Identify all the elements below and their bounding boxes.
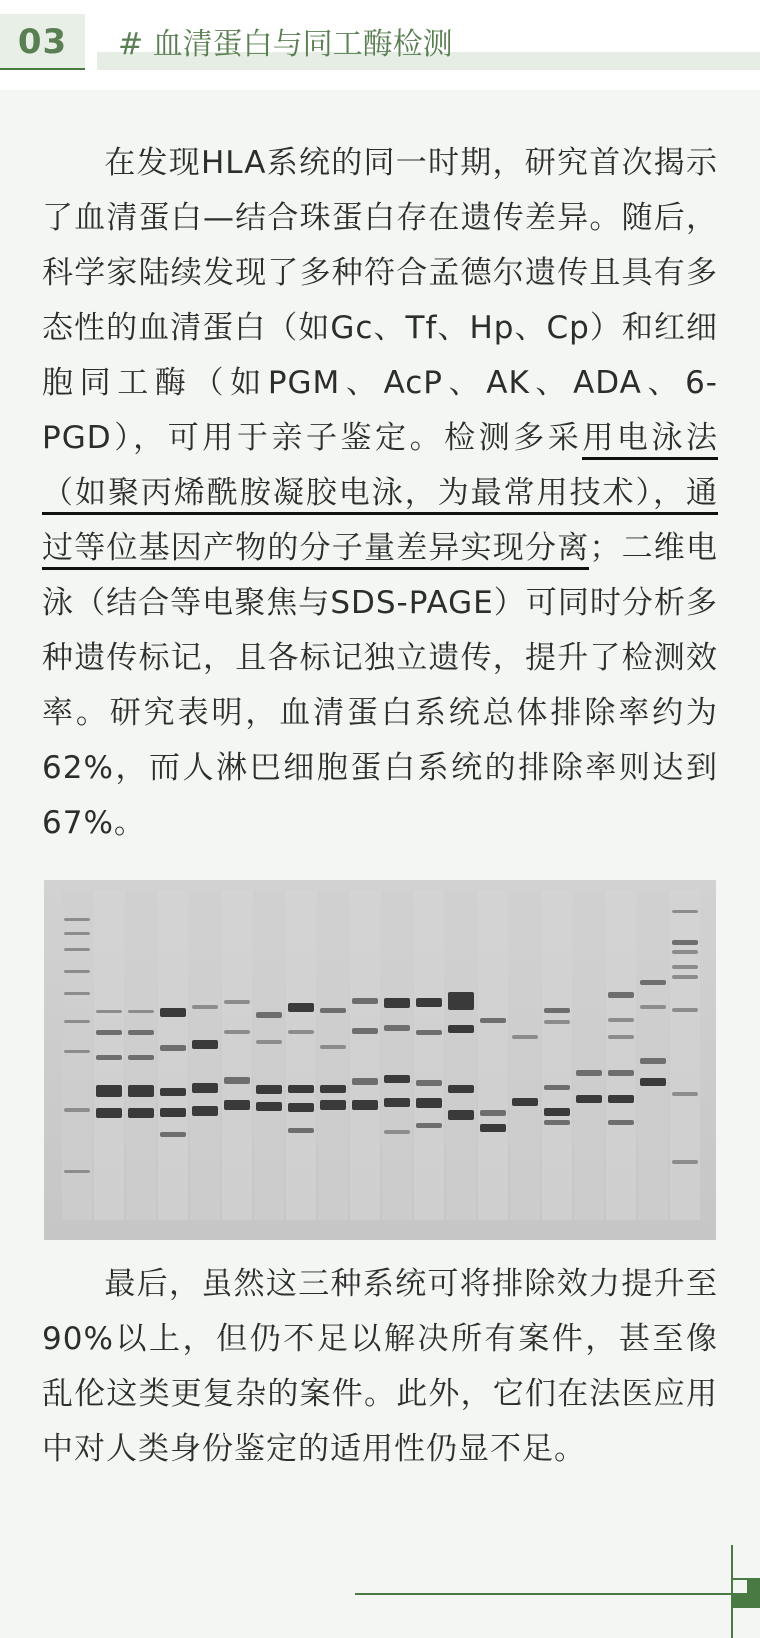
gel-band: [416, 1123, 442, 1128]
gel-band: [544, 1108, 570, 1116]
gel-band: [128, 1010, 154, 1013]
gel-lane: [510, 890, 540, 1220]
gel-lane: [158, 890, 188, 1220]
gel-band: [512, 1098, 538, 1106]
gel-band: [256, 1085, 282, 1094]
gel-band: [640, 1078, 666, 1086]
gel-band: [128, 1108, 154, 1118]
gel-band: [96, 1108, 122, 1118]
gel-band: [64, 1050, 90, 1053]
gel-band: [352, 1100, 378, 1110]
gel-band: [352, 1028, 378, 1034]
gel-band: [160, 1045, 186, 1051]
gel-band: [512, 1035, 538, 1039]
gel-lane: [670, 890, 700, 1220]
gel-band: [320, 1008, 346, 1013]
gel-lane: [446, 890, 476, 1220]
gel-band: [384, 1130, 410, 1134]
gel-band: [352, 1078, 378, 1085]
gel-band: [384, 998, 410, 1008]
gel-band: [192, 1040, 218, 1049]
gel-band: [288, 1128, 314, 1133]
gel-band: [384, 1075, 410, 1083]
gel-band: [192, 1083, 218, 1093]
section-number: 03: [0, 14, 85, 70]
section-header: [0, 0, 760, 90]
gel-band: [608, 1120, 634, 1125]
gel-band: [608, 992, 634, 998]
gel-lane: [222, 890, 252, 1220]
gel-band: [64, 970, 90, 973]
gel-band: [544, 1120, 570, 1125]
gel-band: [96, 1085, 122, 1097]
gel-band: [384, 1025, 410, 1031]
gel-band: [64, 1108, 90, 1112]
gel-band: [608, 1035, 634, 1039]
gel-band: [288, 1003, 314, 1012]
gel-lane: [254, 890, 284, 1220]
gel-band: [448, 1085, 474, 1093]
paragraph-1-text-end: ；二维电泳（结合等电聚焦与SDS-PAGE）可同时分析多种遗传标记，且各标记独立遗传，提升了检测效率。研究表明，血清蛋白系统总体排除率约为62%，而人淋巴细胞蛋白系统的排除率则达到67%。: [42, 530, 719, 841]
gel-band: [224, 1030, 250, 1034]
electrophoresis-gel-image: [44, 880, 716, 1240]
gel-band: [672, 910, 698, 913]
gel-band: [160, 1108, 186, 1117]
gel-band: [480, 1018, 506, 1023]
gel-band: [64, 1020, 90, 1023]
gel-band: [416, 1098, 442, 1108]
gel-band: [256, 1040, 282, 1044]
gel-band: [224, 1100, 250, 1110]
gel-band: [576, 1095, 602, 1103]
gel-band: [608, 1018, 634, 1022]
gel-band: [672, 1092, 698, 1096]
gel-band: [224, 1000, 250, 1004]
gel-band: [64, 932, 90, 935]
paragraph-1-highlight: 用电泳法（如聚丙烯酰胺凝胶电泳，为最常用技术），通过等位基因产物的分子量差异实现分离: [42, 420, 718, 570]
gel-band: [608, 1070, 634, 1076]
gel-band: [64, 918, 90, 921]
footer-decoration-square-notch: [733, 1580, 747, 1593]
gel-band: [544, 1085, 570, 1090]
gel-band: [416, 1030, 442, 1035]
gel-band: [256, 1012, 282, 1018]
gel-band: [640, 1005, 666, 1009]
gel-band: [64, 1170, 90, 1173]
gel-svg: [44, 880, 716, 1240]
gel-lane: [638, 890, 668, 1220]
gel-band: [96, 1010, 122, 1013]
paragraph-1-text-start: 在发现HLA系统的同一时期，研究首次揭示了血清蛋白—结合珠蛋白存在遗传差异。随后，科学家陆续发现了多种符合孟德尔遗传且具有多态性的血清蛋白（如Gc、Tf、Hp、Cp）和红细胞同工酶（如PGM、AcP、AK、ADA、6-PGD），可用于亲子鉴定。检测多采: [42, 145, 718, 456]
footer-decoration-line: [355, 1593, 760, 1595]
gel-lane: [542, 890, 572, 1220]
gel-lane: [190, 890, 220, 1220]
gel-band: [192, 1005, 218, 1009]
gel-lane: [478, 890, 508, 1220]
gel-band: [288, 1030, 314, 1034]
gel-band: [672, 940, 698, 945]
gel-band: [96, 1055, 122, 1060]
gel-band: [128, 1085, 154, 1097]
gel-band: [672, 1160, 698, 1164]
gel-band: [416, 998, 442, 1007]
paragraph-2: [42, 1257, 718, 1477]
gel-band: [384, 1098, 410, 1107]
gel-band: [64, 948, 90, 951]
gel-band: [288, 1085, 314, 1093]
gel-band: [256, 1102, 282, 1111]
gel-lane: [414, 890, 444, 1220]
gel-lane: [382, 890, 412, 1220]
gel-band: [640, 1058, 666, 1064]
gel-band: [672, 1008, 698, 1012]
gel-band: [416, 1080, 442, 1086]
paragraph-2-text: 最后，虽然这三种系统可将排除效力提升至90%以上，但仍不足以解决所有案件，甚至像乱伦这类更复杂的案件。此外，它们在法医应用中对人类身份鉴定的适用性仍显不足。: [42, 1266, 718, 1467]
gel-band: [128, 1055, 154, 1060]
gel-band: [352, 998, 378, 1004]
gel-band: [160, 1088, 186, 1096]
gel-band: [544, 1008, 570, 1013]
gel-band: [480, 1124, 506, 1132]
gel-band: [192, 1106, 218, 1116]
gel-band: [480, 1110, 506, 1116]
gel-band: [608, 1095, 634, 1103]
gel-band: [64, 992, 90, 995]
paragraph-1: [42, 136, 718, 851]
gel-band: [96, 1030, 122, 1035]
gel-band: [128, 1030, 154, 1035]
gel-band: [672, 950, 698, 954]
gel-band: [160, 1008, 186, 1017]
gel-band: [576, 1070, 602, 1076]
gel-band: [288, 1103, 314, 1112]
section-number-underline: [0, 68, 85, 70]
gel-lane: [574, 890, 604, 1220]
gel-band: [160, 1132, 186, 1137]
section-title: # 血清蛋白与同工酶检测: [118, 27, 453, 62]
gel-band: [672, 975, 698, 979]
gel-lane: [350, 890, 380, 1220]
gel-band: [320, 1100, 346, 1110]
gel-lane: [606, 890, 636, 1220]
gel-band: [640, 980, 666, 985]
gel-band: [320, 1085, 346, 1093]
gel-band: [544, 1020, 570, 1024]
gel-band: [448, 992, 474, 1010]
gel-band: [320, 1045, 346, 1049]
gel-band: [672, 965, 698, 969]
gel-lane: [286, 890, 316, 1220]
gel-band: [448, 1110, 474, 1120]
gel-band: [224, 1077, 250, 1084]
gel-lane: [318, 890, 348, 1220]
gel-band: [448, 1025, 474, 1033]
